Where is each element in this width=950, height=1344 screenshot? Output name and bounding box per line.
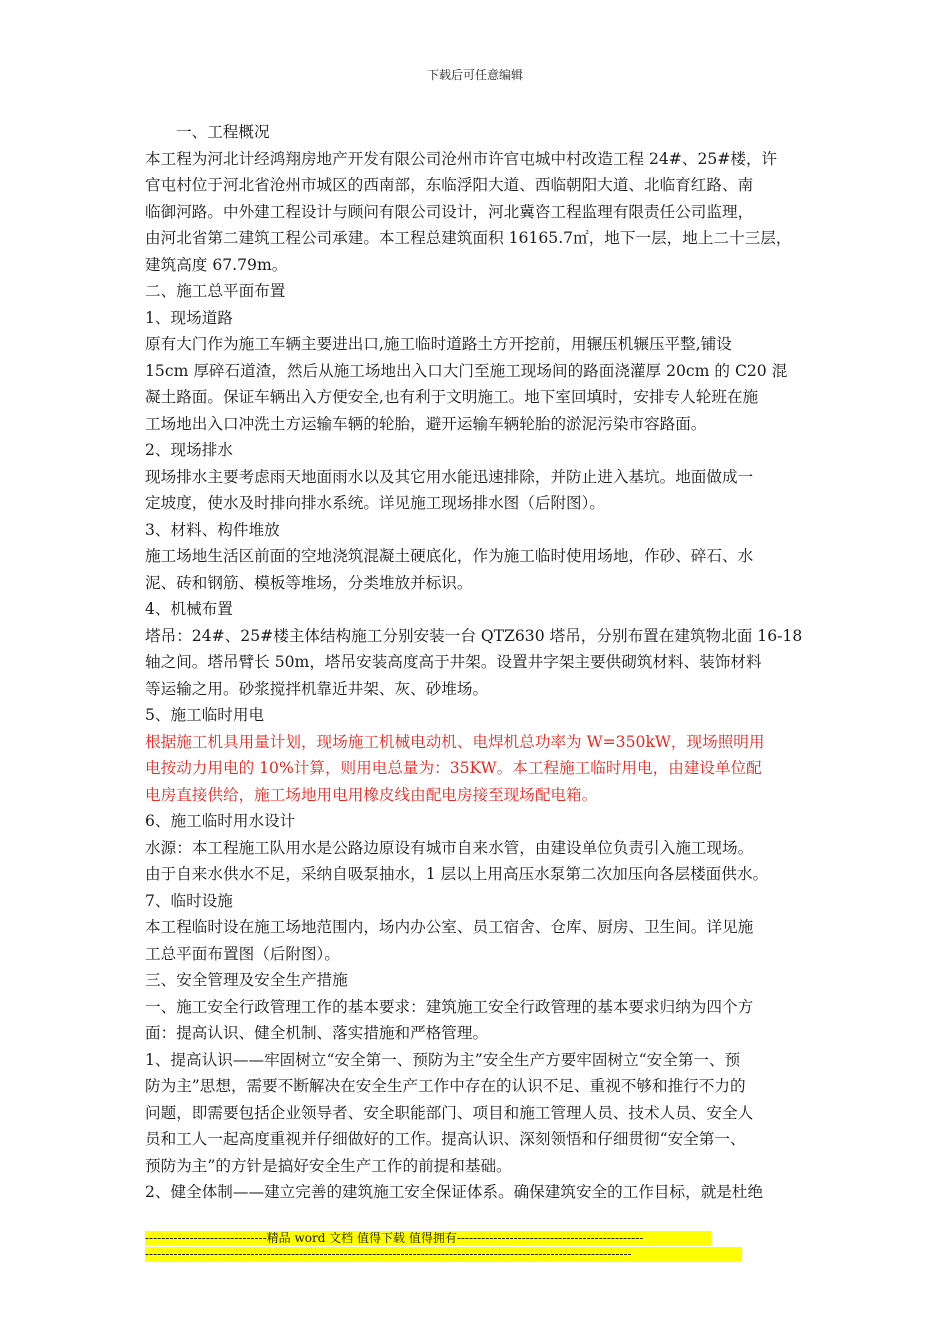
text-line: 建筑高度 67.79m。 [145, 255, 288, 274]
text-line: 一、施工安全行政管理工作的基本要求：建筑施工安全行政管理的基本要求归纳为四个方 [145, 997, 754, 1016]
text-line: 二、施工总平面布置 [145, 282, 286, 300]
text-line: 2、现场排水 [145, 441, 233, 459]
text-line: 轴之间。塔吊臂长 50m，塔吊安装高度高于井架。设置井字架主要供砌筑材料、装饰材料 [145, 653, 762, 671]
text-line: 由河北省第二建筑工程公司承建。本工程总建筑面积 16165.7㎡，地下一层，地上二十三层， [145, 229, 792, 247]
text-line: 15cm 厚碎石道渣，然后从施工场地出入口大门至施工现场间的路面浇灌厚 20cm 的 C20 混 [145, 361, 788, 380]
text-line: 施工场地生活区前面的空地浇筑混凝土硬底化，作为施工临时使用场地，作砂、碎石、水 [145, 547, 754, 565]
text-line: 一、工程概况 [176, 123, 270, 141]
text-line: 7、临时设施 [145, 891, 233, 910]
text-line: 本工程为河北计经鸿翔房地产开发有限公司沧州市许官屯城中村改造工程 24#、25#楼，许 [145, 149, 778, 168]
text-line: 定坡度，使水及时排向排水系统。详见施工现场排水图（后附图）。 [145, 494, 606, 512]
text-line: 1、提高认识——牢固树立“安全第一、预防为主”安全生产方要牢固树立“安全第一、预 [145, 1050, 741, 1069]
document-body [145, 119, 813, 1206]
text-line: 4、机械布置 [145, 600, 233, 618]
text-line: 塔吊：24#、25#楼主体结构施工分别安装一台 QTZ630 塔吊，分别布置在建筑物北面 16-18 [145, 626, 803, 645]
text-line: 问题，即需要包括企业领导者、安全职能部门、项目和施工管理人员、技术人员、安全人 [145, 1103, 754, 1122]
text-line: 防为主”思想，需要不断解决在安全生产工作中存在的认识不足、重视不够和推行不力的 [145, 1077, 746, 1095]
text-line: 由于自来水供水不足，采纳自吸泵抽水，1 层以上用高压水泵第二次加压向各层楼面供水。 [145, 865, 769, 883]
text-line: 原有大门作为施工车辆主要进出口,施工临时道路土方开挖前，用辗压机辗压平整,铺设 [145, 335, 732, 353]
text-line: 临御河路。中外建工程设计与顾问有限公司设计，河北冀咨工程监理有限责任公司监理， [145, 202, 754, 221]
text-line: 工场地出入口冲洗土方运输车辆的轮胎，避开运输车辆轮胎的淤泥污染市容路面。 [145, 414, 707, 433]
highlighted-text-line: 电房直接供给，施工场地用电用橡皮线由配电房接至现场配电箱。 [145, 785, 598, 804]
text-line: 5、施工临时用电 [145, 706, 265, 724]
text-line: 本工程临时设在施工场地范围内，场内办公室、员工宿舍、仓库、厨房、卫生间。详见施 [145, 918, 754, 936]
text-line: 预防为主”的方针是搞好安全生产工作的前提和基础。 [145, 1156, 512, 1175]
text-line: 6、施工临时用水设计 [145, 812, 296, 830]
footer-banner: ------------------------------精品 word 文档 值得下载 值得拥有---------------------------------------------- [145, 1231, 711, 1246]
highlighted-text-line: 根据施工机具用量计划，现场施工机械电动机、电焊机总功率为 W=350kW，现场照明用 [145, 732, 765, 751]
text-line: 面：提高认识、健全机制、落实措施和严格管理。 [145, 1024, 489, 1042]
page-header: 下载后可任意编辑 [426, 68, 523, 82]
text-line: 3、材料、构件堆放 [145, 520, 280, 539]
highlighted-text-line: 电按动力用电的 10%计算，则用电总量为：35KW。本工程施工临时用电，由建设单位配 [145, 759, 762, 777]
text-line: 现场排水主要考虑雨天地面雨水以及其它用水能迅速排除，并防止进入基坑。地面做成一 [145, 467, 754, 486]
footer-divider: ------------------------------------------------------------------------------------------------------------------------ [145, 1247, 742, 1262]
text-line: 等运输之用。砂浆搅拌机靠近井架、灰、砂堆场。 [145, 679, 489, 698]
text-line: 水源：本工程施工队用水是公路边原设有城市自来水管，由建设单位负责引入施工现场。 [145, 838, 754, 857]
text-line: 凝土路面。保证车辆出入方便安全,也有利于文明施工。地下室回填时，安排专人轮班在施 [145, 388, 759, 406]
text-line: 三、安全管理及安全生产措施 [145, 971, 348, 989]
text-line: 工总平面布置图（后附图）。 [145, 944, 340, 963]
text-line: 2、健全体制——建立完善的建筑施工安全保证体系。确保建筑安全的工作目标，就是杜绝 [145, 1183, 764, 1201]
text-line: 泥、砖和钢筋、模板等堆场，分类堆放并标识。 [145, 573, 473, 592]
text-line: 1、现场道路 [145, 308, 233, 327]
text-line: 员和工人一起高度重视并仔细做好的工作。提高认识、深刻领悟和仔细贯彻“安全第一、 [145, 1130, 746, 1148]
text-line: 官屯村位于河北省沧州市城区的西南部，东临浮阳大道、西临朝阳大道、北临育红路、南 [145, 176, 754, 194]
